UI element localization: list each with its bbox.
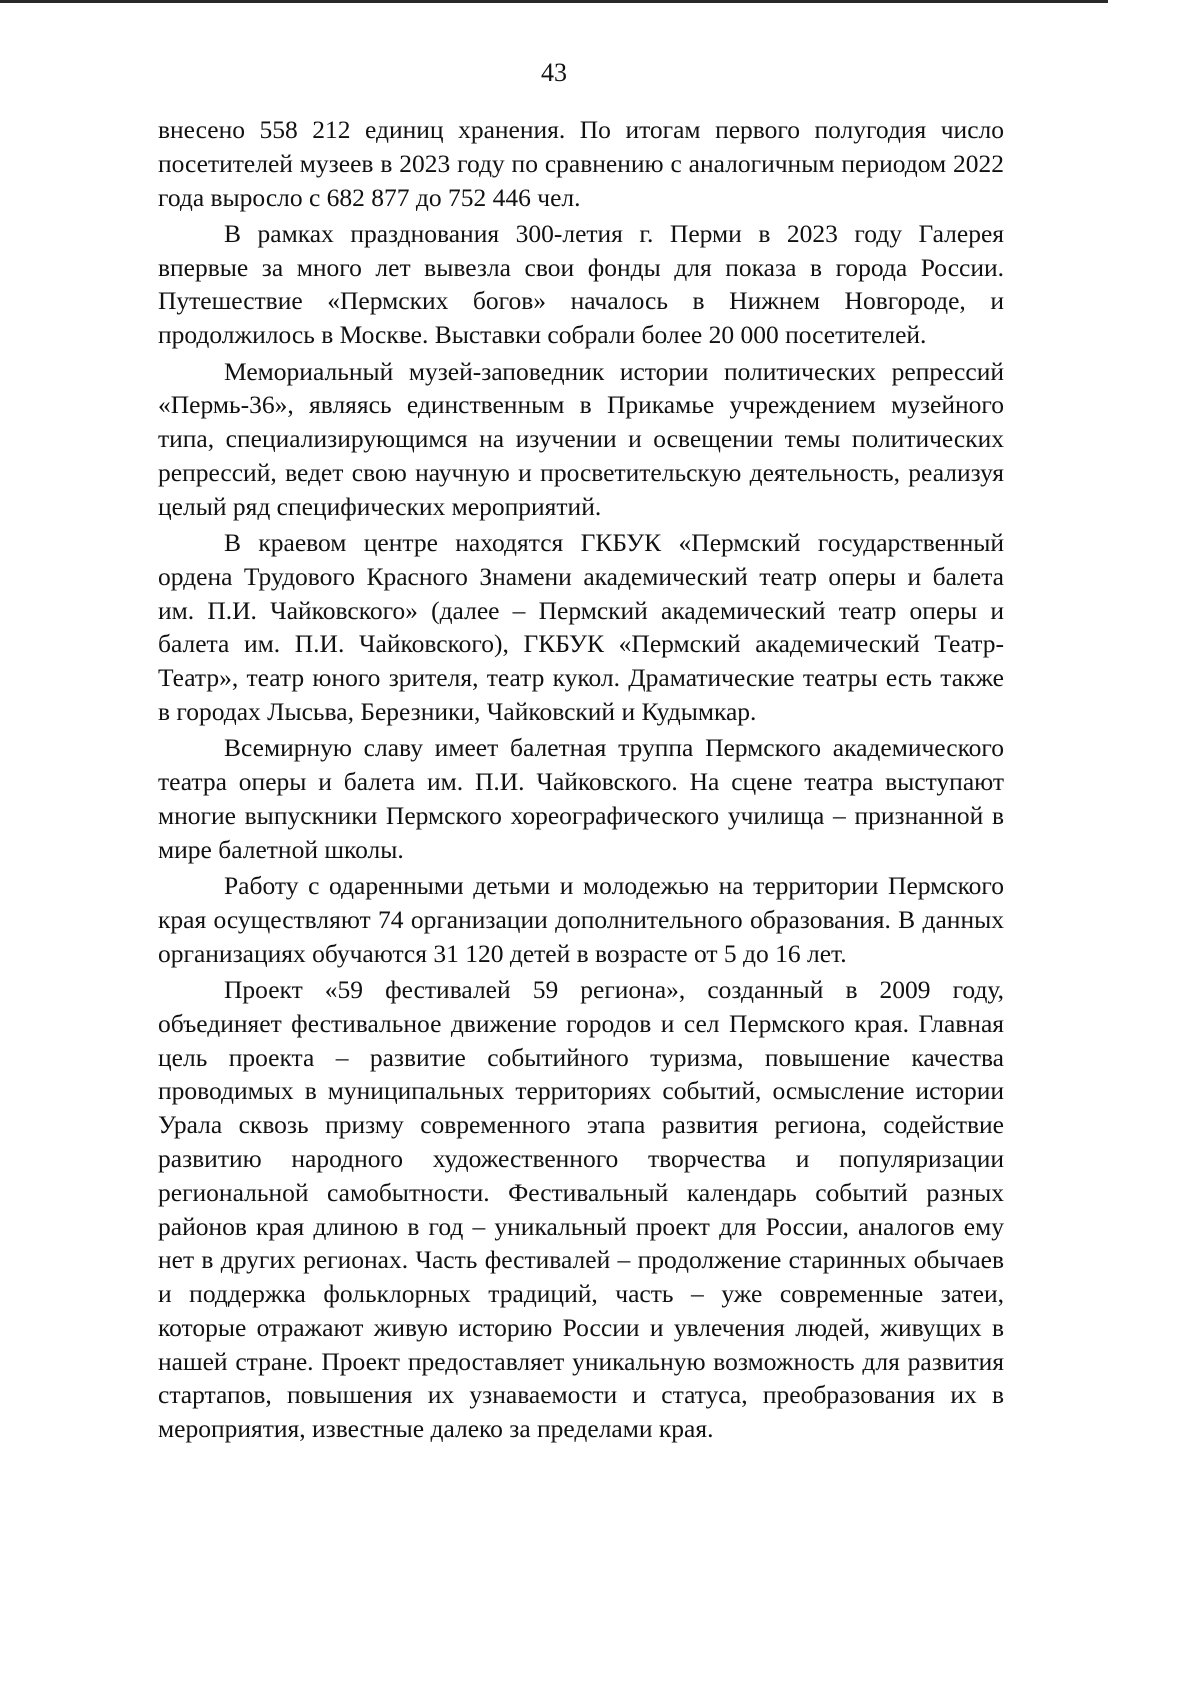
paragraph-perm-36-museum: Мемориальный музей-заповедник истории политических репрессий «Пермь-36», являясь единственным в Прикамье учреждением музейного типа, специализирующимся на изучении и освещении темы политических репрессий, ведет свою научную и просветительскую деятельность, реализуя целый ряд специфических мероприятий.: [158, 356, 1004, 521]
paragraph-perm-anniversary: В рамках празднования 300-летия г. Перми в 2023 году Галерея впервые за много лет вывезла свои фонды для показа в города России. Путешествие «Пермских богов» началось в Нижнем Новгороде, и продолжилось в Москве. Выставки собрали более 20 000 посетителей.: [158, 218, 1004, 350]
body-text: [158, 113, 1004, 1449]
top-edge-rule: [0, 0, 1108, 3]
paragraph-festivals-project: Проект «59 фестивалей 59 региона», созданный в 2009 году, объединяет фестивальное движение городов и сел Пермского края. Главная цель проекта – развитие событийного туризма, повышение качества проводимых в муниципальных территориях событий, осмысление истории Урала сквозь призму современного этапа развития региона, содействие развитию народного художественного творчества и популяризации региональной самобытности. Фестивальный календарь событий разных районов края длиною в год – уникальный проект для России, аналогов ему нет в других регионах. Часть фестивалей – продолжение старинных обычаев и поддержка фольклорных традиций, часть – уже современные затеи, которые отражают живую историю России и увлечения людей, живущих в нашей стране. Проект предоставляет уникальную возможность для развития стартапов, повышения их узнаваемости и статуса, преобразования их в мероприятия, известные далеко за пределами края.: [158, 974, 1004, 1444]
paragraph-gifted-children: Работу с одаренными детьми и молодежью на территории Пермского края осуществляют 74 организации дополнительного образования. В данных организациях обучаются 31 120 детей в возрасте от 5 до 16 лет.: [158, 871, 1004, 968]
paragraph-ballet: Всемирную славу имеет балетная труппа Пермского академического театра оперы и балета им. П.И. Чайковского. На сцене театра выступают многие выпускники Пермского хореографического училища – признанной в мире балетной школы.: [158, 733, 1004, 864]
page-number: 43: [541, 58, 567, 87]
paragraph-continuation: внесено 558 212 единиц хранения. По итогам первого полугодия число посетителей музеев в 2023 году по сравнению с аналогичным периодом 2022 года выросло с 682 877 до 752 446 чел.: [158, 115, 1004, 212]
paragraph-theatres: В краевом центре находятся ГКБУК «Пермский государственный ордена Трудового Красного Знамени академический театр оперы и балета им. П.И. Чайковского» (далее – Пермский академический театр оперы и балета им. П.И. Чайковского), ГКБУК «Пермский академический Театр-Театр», театр юного зрителя, театр кукол. Драматические театры есть также в городах Лысьва, Березники, Чайковский и Кудымкар.: [158, 528, 1004, 727]
